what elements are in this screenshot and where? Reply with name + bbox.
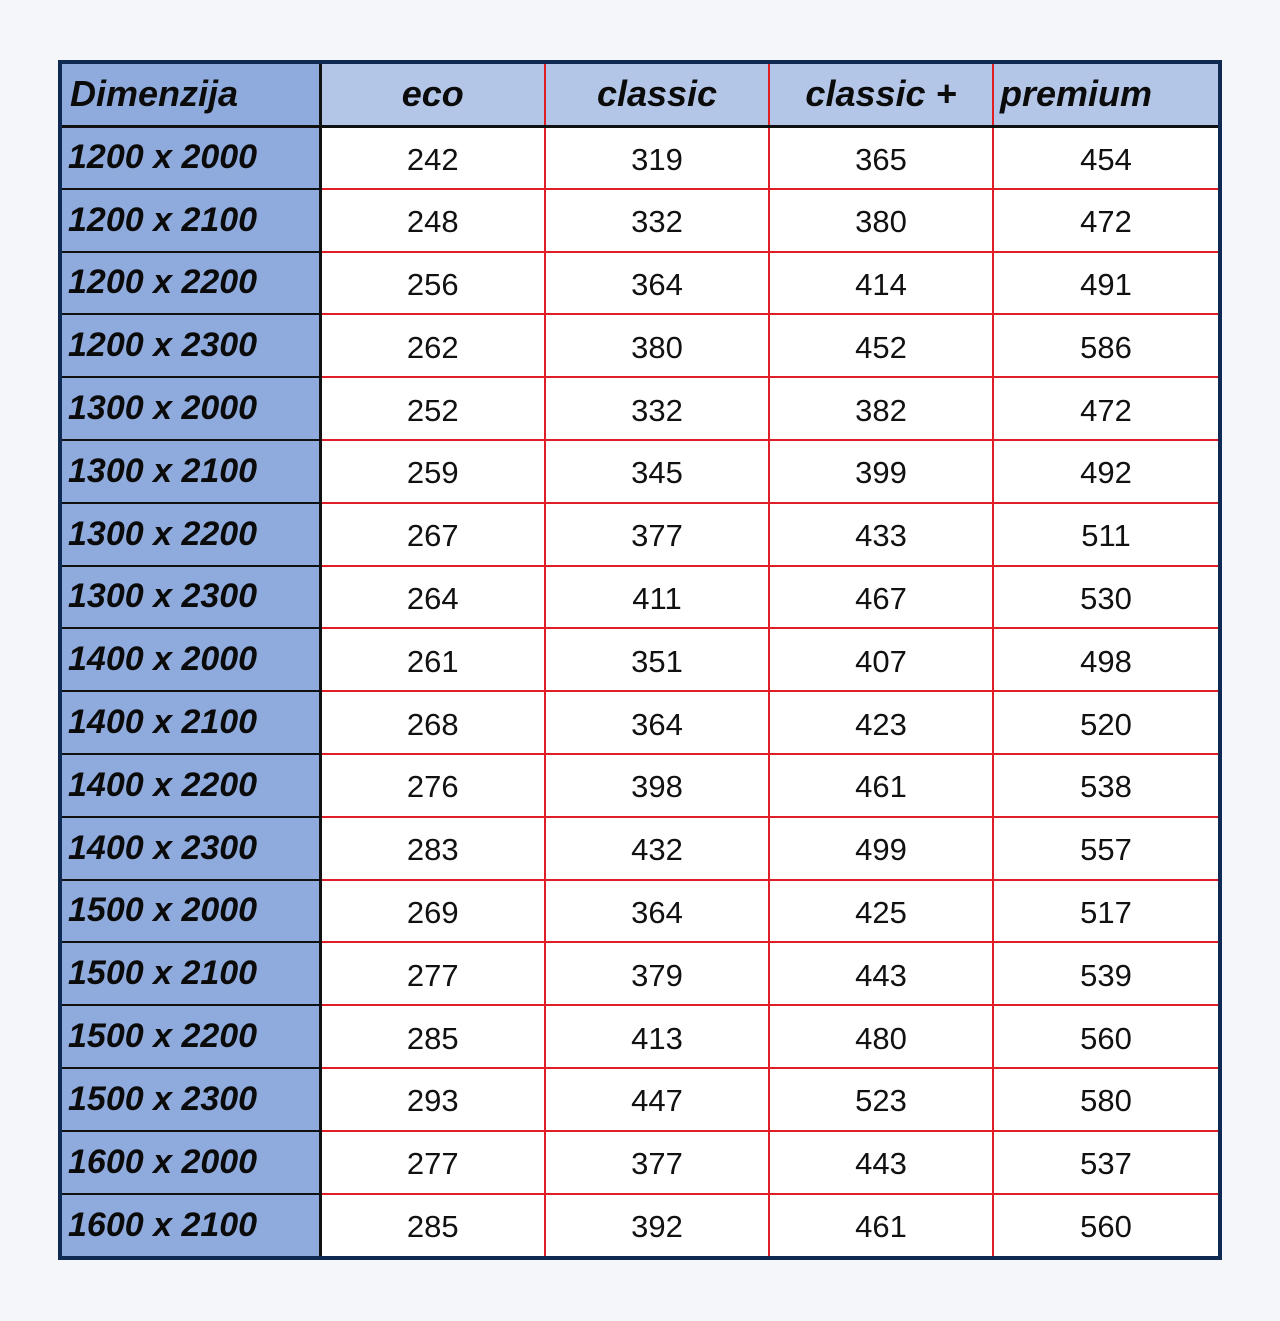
price-cell-eco: 276: [320, 754, 545, 817]
table-row: [62, 252, 1218, 315]
price-cell-classic: 364: [545, 880, 769, 943]
table-row: [62, 1005, 1218, 1068]
price-cell-classic-plus: 443: [769, 1131, 993, 1194]
table-row: [62, 817, 1218, 880]
price-cell-classic-plus: 365: [769, 126, 993, 189]
table-row: [62, 1194, 1218, 1257]
price-cell-classic-plus: 399: [769, 440, 993, 503]
dimension-cell: 1500 x 2200: [62, 1005, 320, 1068]
price-cell-premium: 560: [993, 1194, 1218, 1257]
header-eco: eco: [320, 64, 545, 126]
dimension-cell: 1600 x 2000: [62, 1131, 320, 1194]
price-cell-eco: 285: [320, 1194, 545, 1257]
price-cell-premium: 517: [993, 880, 1218, 943]
price-cell-classic: 392: [545, 1194, 769, 1257]
dimension-cell: 1200 x 2300: [62, 314, 320, 377]
price-cell-classic: 377: [545, 503, 769, 566]
price-cell-premium: 539: [993, 942, 1218, 1005]
price-cell-eco: 277: [320, 1131, 545, 1194]
price-cell-premium: 580: [993, 1068, 1218, 1131]
price-cell-premium: 454: [993, 126, 1218, 189]
table-row: [62, 126, 1218, 189]
dimension-cell: 1300 x 2100: [62, 440, 320, 503]
price-cell-eco: 259: [320, 440, 545, 503]
price-cell-classic-plus: 414: [769, 252, 993, 315]
price-cell-classic-plus: 433: [769, 503, 993, 566]
price-cell-premium: 560: [993, 1005, 1218, 1068]
header-classic: classic: [545, 64, 769, 126]
price-cell-classic: 345: [545, 440, 769, 503]
price-cell-premium: 586: [993, 314, 1218, 377]
dimension-cell: 1500 x 2300: [62, 1068, 320, 1131]
price-cell-premium: 511: [993, 503, 1218, 566]
price-cell-premium: 492: [993, 440, 1218, 503]
price-cell-classic: 364: [545, 252, 769, 315]
price-cell-classic: 413: [545, 1005, 769, 1068]
dimension-cell: 1400 x 2200: [62, 754, 320, 817]
price-cell-classic: 332: [545, 189, 769, 252]
table-row: [62, 691, 1218, 754]
header-premium: premium: [993, 64, 1218, 126]
table-body: [62, 126, 1218, 1256]
price-cell-premium: 530: [993, 566, 1218, 629]
price-cell-eco: 285: [320, 1005, 545, 1068]
price-cell-classic-plus: 461: [769, 1194, 993, 1257]
header-row: [62, 64, 1218, 126]
dimension-cell: 1200 x 2100: [62, 189, 320, 252]
price-cell-premium: 557: [993, 817, 1218, 880]
price-cell-classic-plus: 480: [769, 1005, 993, 1068]
dimension-cell: 1300 x 2300: [62, 566, 320, 629]
price-cell-classic: 447: [545, 1068, 769, 1131]
price-cell-eco: 268: [320, 691, 545, 754]
price-cell-classic-plus: 382: [769, 377, 993, 440]
price-cell-premium: 472: [993, 377, 1218, 440]
price-cell-classic-plus: 423: [769, 691, 993, 754]
price-cell-classic: 319: [545, 126, 769, 189]
price-cell-classic-plus: 443: [769, 942, 993, 1005]
price-cell-classic: 379: [545, 942, 769, 1005]
table-row: [62, 628, 1218, 691]
header-classic-plus: classic +: [769, 64, 993, 126]
table-row: [62, 754, 1218, 817]
table-row: [62, 189, 1218, 252]
price-cell-premium: 472: [993, 189, 1218, 252]
price-cell-eco: 262: [320, 314, 545, 377]
price-cell-eco: 269: [320, 880, 545, 943]
price-cell-premium: 537: [993, 1131, 1218, 1194]
dimension-cell: 1600 x 2100: [62, 1194, 320, 1257]
price-cell-eco: 283: [320, 817, 545, 880]
header-dimenzija: Dimenzija: [62, 64, 320, 126]
dimension-cell: 1200 x 2200: [62, 252, 320, 315]
price-cell-classic: 364: [545, 691, 769, 754]
price-table: [62, 64, 1218, 1256]
price-cell-eco: 267: [320, 503, 545, 566]
dimension-cell: 1200 x 2000: [62, 126, 320, 189]
price-cell-classic-plus: 461: [769, 754, 993, 817]
price-cell-classic-plus: 467: [769, 566, 993, 629]
table-row: [62, 440, 1218, 503]
price-cell-eco: 293: [320, 1068, 545, 1131]
price-cell-classic-plus: 407: [769, 628, 993, 691]
price-cell-premium: 498: [993, 628, 1218, 691]
price-cell-eco: 264: [320, 566, 545, 629]
table-row: [62, 942, 1218, 1005]
price-table-frame: [58, 60, 1222, 1260]
price-cell-classic-plus: 452: [769, 314, 993, 377]
price-cell-classic: 377: [545, 1131, 769, 1194]
table-row: [62, 314, 1218, 377]
price-cell-eco: 256: [320, 252, 545, 315]
dimension-cell: 1400 x 2000: [62, 628, 320, 691]
price-cell-eco: 277: [320, 942, 545, 1005]
price-cell-eco: 248: [320, 189, 545, 252]
price-cell-classic: 351: [545, 628, 769, 691]
price-cell-eco: 252: [320, 377, 545, 440]
table-row: [62, 1131, 1218, 1194]
table-row: [62, 503, 1218, 566]
dimension-cell: 1400 x 2100: [62, 691, 320, 754]
price-cell-premium: 538: [993, 754, 1218, 817]
price-cell-eco: 261: [320, 628, 545, 691]
price-cell-classic-plus: 425: [769, 880, 993, 943]
table-row: [62, 880, 1218, 943]
dimension-cell: 1400 x 2300: [62, 817, 320, 880]
price-cell-classic-plus: 499: [769, 817, 993, 880]
price-cell-classic-plus: 380: [769, 189, 993, 252]
price-cell-classic-plus: 523: [769, 1068, 993, 1131]
table-row: [62, 377, 1218, 440]
dimension-cell: 1300 x 2000: [62, 377, 320, 440]
dimension-cell: 1500 x 2100: [62, 942, 320, 1005]
price-cell-premium: 491: [993, 252, 1218, 315]
price-cell-premium: 520: [993, 691, 1218, 754]
table-row: [62, 1068, 1218, 1131]
dimension-cell: 1300 x 2200: [62, 503, 320, 566]
price-cell-classic: 332: [545, 377, 769, 440]
price-cell-classic: 411: [545, 566, 769, 629]
price-cell-classic: 398: [545, 754, 769, 817]
table-row: [62, 566, 1218, 629]
price-cell-eco: 242: [320, 126, 545, 189]
price-cell-classic: 432: [545, 817, 769, 880]
price-cell-classic: 380: [545, 314, 769, 377]
dimension-cell: 1500 x 2000: [62, 880, 320, 943]
